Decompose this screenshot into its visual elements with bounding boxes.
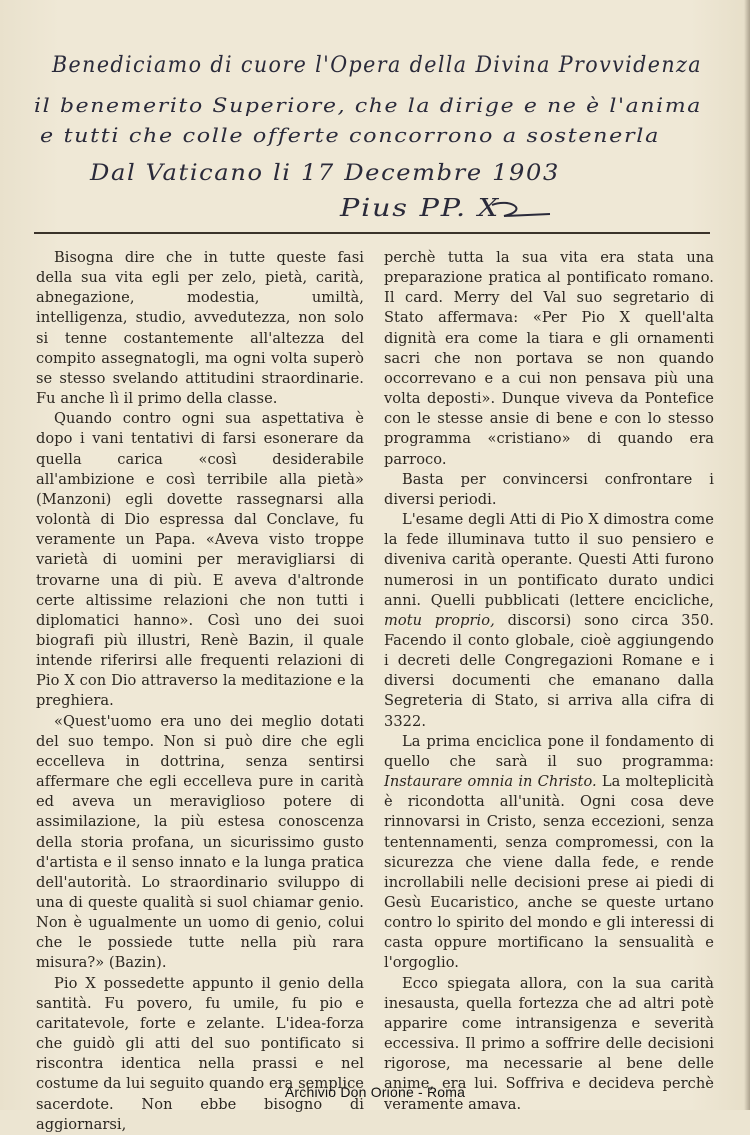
left-paragraph-3: «Quest'uomo era uno dei meglio dotati del suo tempo. Non si può dire che egli eccelleva in dottrina, senza sentirsi affermare che egli eccelleva pure in carità ed aveva un meraviglioso potere di assimilazione, la più estesa conoscenza della storia profana, un sicurissimo gusto d'artista e il senso innato e la lunga pratica dell'autorità. Lo straordinario sviluppo di una di queste qualità si suol chiamar genio. Non è ugualmente un uomo di genio, colui che le possiede tutte nella più rara misura?» (Bazin). xyxy=(36,712,364,972)
left-paragraph-4: Pio X possedette appunto il genio della santità. Fu povero, fu umile, fu pio e caritatevole, forte e zelante. L'idea-forza che guidò gli atti del suo pontificato si riscontra identica nella prassi e nel costume da lui seguito quando era semplice sacerdote. Non ebbe bisogno di aggiornarsi, xyxy=(36,974,364,1133)
handwritten-line-2: il benemerito Superiore, che la dirige e ne è l'anima xyxy=(34,93,702,117)
right-paragraph-1: perchè tutta la sua vita era stata una preparazione pratica al pontificato romano. Il card. Merry del Val suo segretario di Stato affermava: «Per Pio X quell'alta dignità era come la tiara e gli ornamenti sacri che non portava se non quando occorrevano e a cui non pensava più una volta deposti». Dunque viveva da Pontefice con le stesse ansie di bene e con lo stesso programma «cristiano» di quando era parroco. xyxy=(384,249,714,468)
page-edge-shadow xyxy=(744,0,750,1110)
handwritten-dedication xyxy=(30,20,720,230)
motu-proprio-italic: motu proprio, xyxy=(384,611,495,629)
signature-flourish xyxy=(492,203,550,216)
left-column xyxy=(36,248,364,1135)
archive-footer: Archivio Don Orione - Roma xyxy=(284,1084,466,1100)
right-column xyxy=(384,248,714,1115)
left-paragraph-2: Quando contro ogni sua aspettativa è dopo i vani tentativi di farsi esonerare da quella carica «così desiderabile all'ambizione e così terribile alla pietà» (Manzoni) egli dovette rassegnarsi alla volontà di Dio espressa dal Conclave, fu veramente un Papa. «Aveva visto troppe varietà di uomini per meravigliarsi di trovarne una di più. E aveva d'altronde certe altissime relazioni che non tutti i diplomatici hanno». Così uno dei suoi biografi più illustri, Renè Bazin, il quale intende riferirsi alle frequenti relazioni di Pio X con Dio attraverso la meditazione e la preghiera. xyxy=(36,410,364,710)
right-paragraph-4 xyxy=(384,732,714,974)
right-paragraph-2: Basta per convincersi confrontare i diversi periodi. xyxy=(384,470,714,508)
right-paragraph-3-rest: discorsi) sono circa 350. Facendo il conto globale, cioè aggiungendo i decreti delle Congregazioni Romane e i diversi documenti che emanano dalla Segreteria di Stato, si arriva alla cifra di 3322. xyxy=(384,611,714,730)
handwritten-line-4: Dal Vaticano li 17 Decembre 1903 xyxy=(88,161,560,186)
instaurare-motto-italic: Instaurare omnia in Christo. xyxy=(384,773,597,791)
right-paragraph-3 xyxy=(384,510,714,732)
right-paragraph-3-lead: L'esame degli Atti di Pio X dimostra come la fede illuminava tutto il suo pensiero e diveniva carità operante. Questi Atti furono numerosi in un pontificato durato undici anni. Quelli pubblicati (lettere encicliche, xyxy=(384,511,714,609)
right-paragraph-5: Ecco spiegata allora, con la sua carità inesausta, quella fortezza che ad altri potè apparire come intransigenza e severità eccessiva. Il primo a soffrire delle decisioni rigorose, ma necessarie al bene delle anime, era lui. Soffriva e decideva perchè veramente amava. xyxy=(384,974,714,1113)
left-paragraph-1: Bisogna dire che in tutte queste fasi della sua vita egli per zelo, pietà, carità, abnegazione, modestia, umiltà, intelligenza, studio, avvedutezza, non solo si tenne costantemente all'altezza del compito assegnatogli, ma ogni volta superò se stesso svelando attitudini straordinarie. Fu anche lì il primo della classe. xyxy=(36,249,364,408)
handwritten-line-1: Benediciamo di cuore l'Opera della Divina Provvidenza xyxy=(51,53,703,78)
section-divider xyxy=(34,232,710,234)
handwritten-line-3: e tutti che colle offerte concorrono a sostenerla xyxy=(40,123,660,147)
handwritten-dedication-svg xyxy=(30,20,720,230)
right-paragraph-4-rest: La molteplicità è ricondotta all'unità. Ogni cosa deve rinnovarsi in Cristo, senza eccezioni, senza tentennamenti, senza compromessi, con la sicurezza che viene dalla fede, e rende incrollabili nelle decisioni prese ai piedi di Gesù Eucaristico, anche se queste urtano contro lo spirito del mondo e gli interessi di casta oppure mortificano la sensualità e l'orgoglio. xyxy=(384,773,714,972)
papal-signature: Pius PP. X xyxy=(338,194,500,222)
right-paragraph-4-lead: La prima enciclica pone il fondamento di quello che sarà il suo programma: xyxy=(384,732,714,770)
